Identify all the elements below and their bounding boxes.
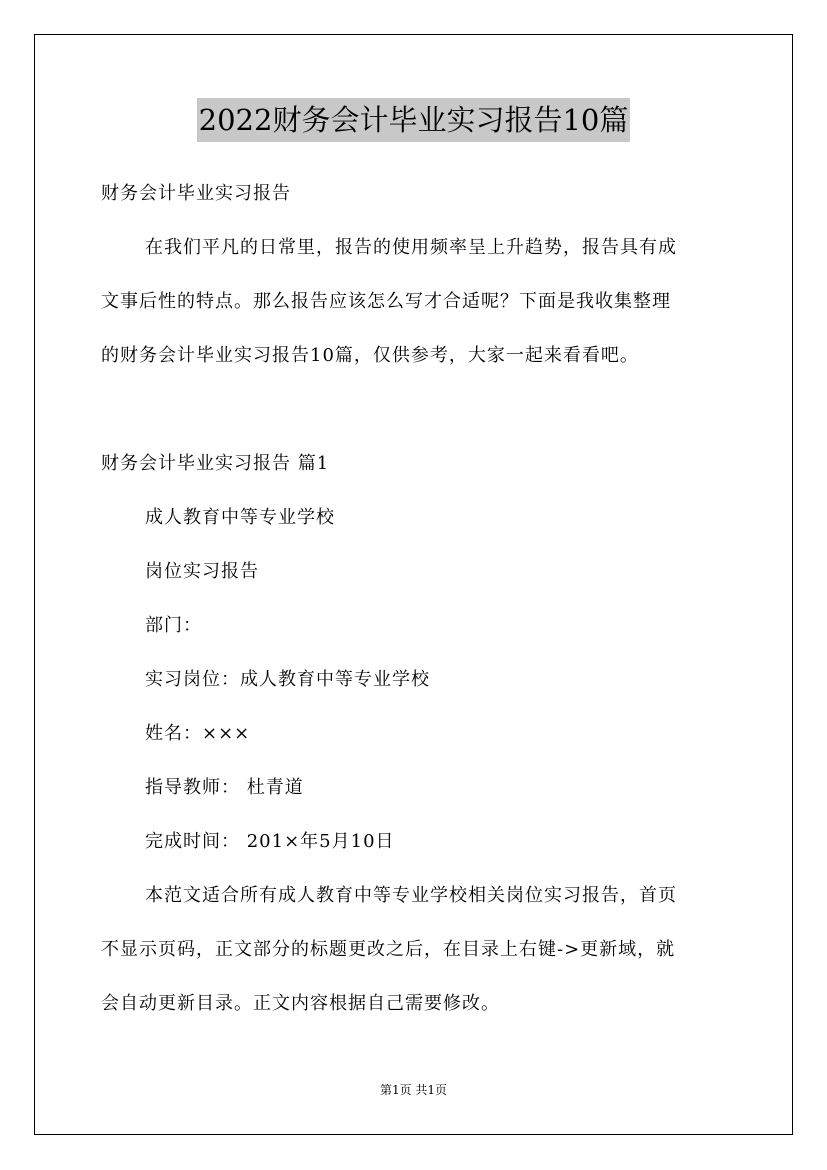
section-heading: 财务会计毕业实习报告 篇1 <box>101 453 330 474</box>
position-field: 实习岗位：成人教育中等专业学校 <box>145 669 430 690</box>
body-line-2: 不显示页码，正文部分的标题更改之后，在目录上右键->更新域，就 <box>101 939 676 960</box>
advisor-field: 指导教师： 杜青道 <box>145 777 304 798</box>
school-name: 成人教育中等专业学校 <box>145 507 335 528</box>
department-field: 部门： <box>145 615 202 636</box>
page-footer: 第1页 共1页 <box>379 1083 448 1097</box>
title-container <box>0 98 827 142</box>
document-title: 2022财务会计毕业实习报告10篇 <box>197 98 631 142</box>
report-type: 岗位实习报告 <box>145 561 259 582</box>
intro-heading: 财务会计毕业实习报告 <box>101 183 291 204</box>
intro-line-2: 文事后性的特点。那么报告应该怎么写才合适呢？下面是我收集整理 <box>101 291 671 312</box>
name-field: 姓名：××× <box>145 723 251 744</box>
intro-line-1: 在我们平凡的日常里，报告的使用频率呈上升趋势，报告具有成 <box>145 237 677 258</box>
body-line-3: 会自动更新目录。正文内容根据自己需要修改。 <box>101 993 500 1014</box>
completion-date-field: 完成时间： 201×年5月10日 <box>145 831 395 852</box>
intro-line-3: 的财务会计毕业实习报告10篇，仅供参考，大家一起来看看吧。 <box>101 345 639 366</box>
body-line-1: 本范文适合所有成人教育中等专业学校相关岗位实习报告，首页 <box>145 885 677 906</box>
